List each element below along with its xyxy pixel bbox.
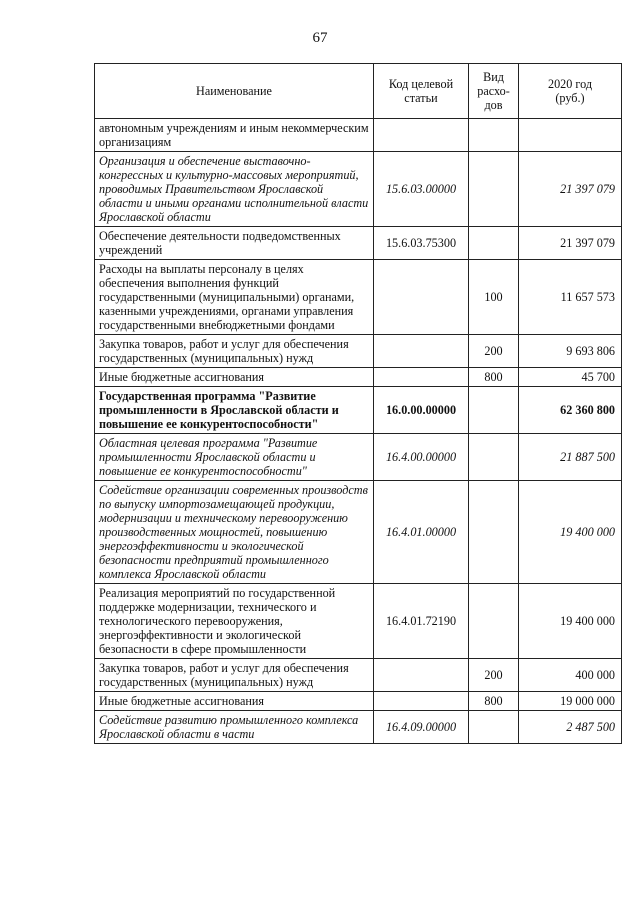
row-name-cell: Содействие организации современных производств по выпуску импортозамещающей продукции, модернизации и техническому перевооружению производственных мощностей, повышению энергоэффективности и экологической безопасности предприятий промышленного комплекса Ярославской области	[95, 481, 374, 584]
budget-table	[94, 63, 622, 744]
row-amount-cell: 2 487 500	[519, 711, 622, 744]
table-row	[95, 387, 622, 434]
row-code-cell: 16.4.01.00000	[374, 481, 469, 584]
row-code-cell	[374, 692, 469, 711]
row-type-cell	[469, 387, 519, 434]
table-row	[95, 584, 622, 659]
row-type-cell: 200	[469, 335, 519, 368]
row-amount-cell: 21 397 079	[519, 227, 622, 260]
row-code-cell	[374, 659, 469, 692]
row-name-cell: Иные бюджетные ассигнования	[95, 368, 374, 387]
header-type-line2: расхо-	[477, 84, 510, 98]
row-amount-cell: 45 700	[519, 368, 622, 387]
row-name-cell: Иные бюджетные ассигнования	[95, 692, 374, 711]
table-row	[95, 434, 622, 481]
header-type-line3: дов	[484, 98, 503, 112]
header-code-line1: Код целевой	[388, 77, 454, 91]
row-code-cell	[374, 119, 469, 152]
row-name-cell: Областная целевая программа "Развитие промышленности Ярославской области и повышение ее конкурентоспособности"	[95, 434, 374, 481]
header-amount-line1: 2020 год	[547, 77, 593, 91]
row-amount-cell: 19 400 000	[519, 481, 622, 584]
row-code-cell: 16.4.09.00000	[374, 711, 469, 744]
row-amount-cell: 400 000	[519, 659, 622, 692]
header-row	[95, 64, 622, 119]
row-name-cell: Реализация мероприятий по государственной поддержке модернизации, технического и технологического перевооружения, энергоэффективности и экологической безопасности в сфере промышленности	[95, 584, 374, 659]
table-body	[95, 119, 622, 744]
table-row	[95, 119, 622, 152]
table-row	[95, 481, 622, 584]
row-code-cell: 16.4.01.72190	[374, 584, 469, 659]
row-type-cell: 800	[469, 692, 519, 711]
row-type-cell	[469, 434, 519, 481]
row-code-cell	[374, 368, 469, 387]
row-amount-cell: 19 000 000	[519, 692, 622, 711]
row-code-cell: 15.6.03.75300	[374, 227, 469, 260]
header-amount-line2: (руб.)	[555, 91, 585, 105]
row-amount-cell: 21 397 079	[519, 152, 622, 227]
row-name-cell: Содействие развитию промышленного комплекса Ярославской области в части	[95, 711, 374, 744]
table-row	[95, 692, 622, 711]
row-amount-cell: 21 887 500	[519, 434, 622, 481]
row-type-cell	[469, 227, 519, 260]
table-row	[95, 227, 622, 260]
table-row	[95, 260, 622, 335]
row-code-cell: 16.4.00.00000	[374, 434, 469, 481]
row-name-cell: Закупка товаров, работ и услуг для обеспечения государственных (муниципальных) нужд	[95, 335, 374, 368]
row-name-cell: Расходы на выплаты персоналу в целях обеспечения выполнения функций государственными (муниципальными) органами, казенными учреждениями, органами управления государственными внебюджетными фондами	[95, 260, 374, 335]
row-amount-cell: 19 400 000	[519, 584, 622, 659]
table-row	[95, 711, 622, 744]
row-name-cell: Государственная программа "Развитие промышленности в Ярославской области и повышение ее конкурентоспособности"	[95, 387, 374, 434]
row-code-cell: 15.6.03.00000	[374, 152, 469, 227]
row-type-cell: 800	[469, 368, 519, 387]
table-row	[95, 335, 622, 368]
header-type-line1: Вид	[483, 70, 504, 84]
row-name-cell: Закупка товаров, работ и услуг для обеспечения государственных (муниципальных) нужд	[95, 659, 374, 692]
row-amount-cell: 11 657 573	[519, 260, 622, 335]
row-amount-cell: 62 360 800	[519, 387, 622, 434]
row-name-cell: Организация и обеспечение выставочно-конгрессных и культурно-массовых мероприятий, проводимых Правительством Ярославской области и иными органами исполнительной власти Ярославской области	[95, 152, 374, 227]
header-code	[374, 64, 469, 119]
header-amount	[519, 64, 622, 119]
row-type-cell: 200	[469, 659, 519, 692]
row-code-cell	[374, 335, 469, 368]
table-row	[95, 659, 622, 692]
row-amount-cell	[519, 119, 622, 152]
table-row	[95, 368, 622, 387]
header-name-label: Наименование	[196, 84, 272, 98]
row-name-cell: Обеспечение деятельности подведомственных учреждений	[95, 227, 374, 260]
header-code-line2: статьи	[404, 91, 438, 105]
row-type-cell	[469, 152, 519, 227]
header-type	[469, 64, 519, 119]
table-row	[95, 152, 622, 227]
page-number: 67	[312, 30, 328, 46]
row-type-cell	[469, 119, 519, 152]
row-type-cell	[469, 481, 519, 584]
row-code-cell: 16.0.00.00000	[374, 387, 469, 434]
row-type-cell: 100	[469, 260, 519, 335]
row-amount-cell: 9 693 806	[519, 335, 622, 368]
header-name	[95, 64, 374, 119]
row-name-cell: автономным учреждениям и иным некоммерческим организациям	[95, 119, 374, 152]
row-type-cell	[469, 711, 519, 744]
row-code-cell	[374, 260, 469, 335]
row-type-cell	[469, 584, 519, 659]
